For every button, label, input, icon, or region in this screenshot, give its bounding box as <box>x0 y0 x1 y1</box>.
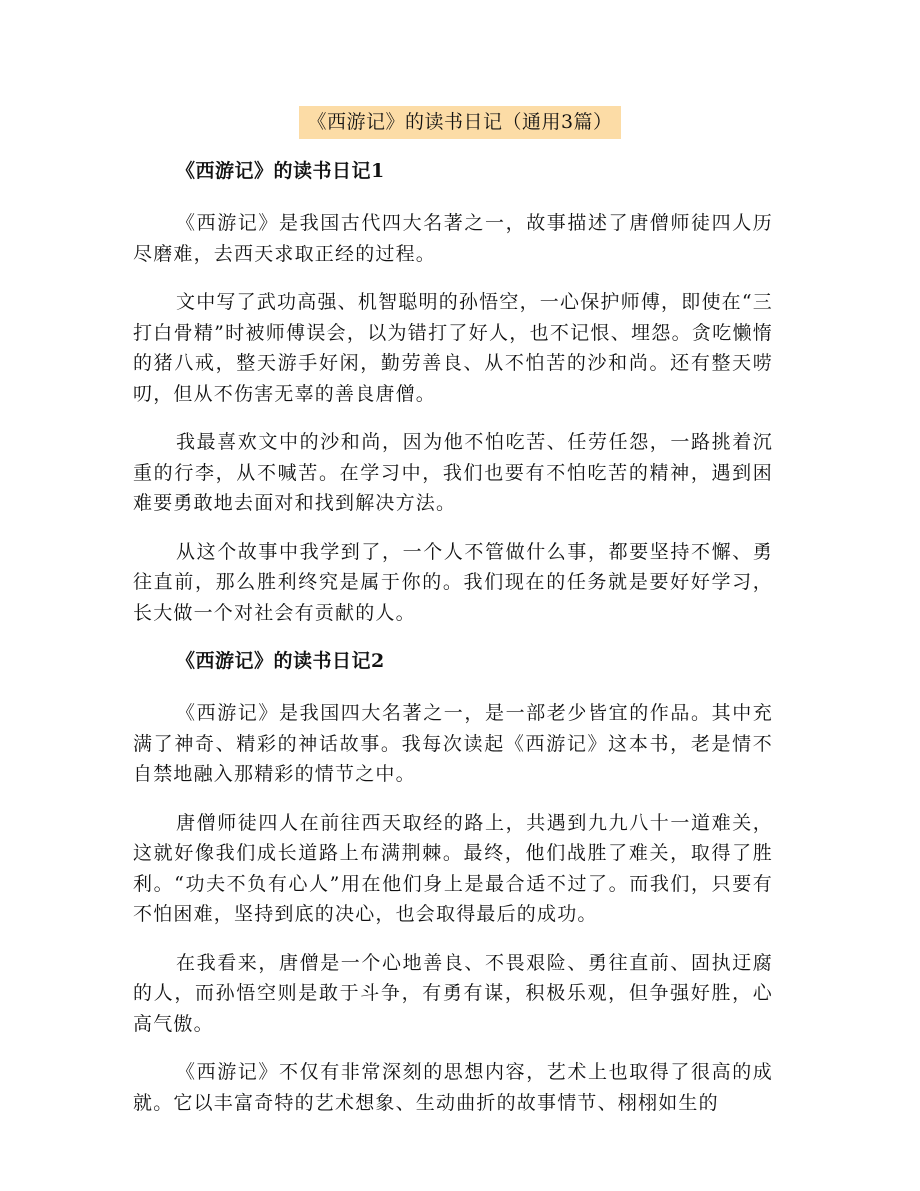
document-title: 《西游记》的读书日记（通用3篇） <box>299 106 620 139</box>
paragraph: 唐僧师徒四人在前往西天取经的路上，共遇到九九八十一道难关，这就好像我们成长道路上布满荆棘。最终，他们战胜了难关，取得了胜利。“功夫不负有心人”用在他们身上是最合适不过了。而我们，只要有不怕困难，坚持到底的决心，也会取得最后的成功。 <box>133 811 773 925</box>
paragraph: 文中写了武功高强、机智聪明的孙悟空，一心保护师傅，即使在“三打白骨精”时被师傅误会，以为错打了好人，也不记恨、埋怨。贪吃懒惰的猪八戒，整天游手好闲，勤劳善良、从不怕苦的沙和尚。还有整天唠叨，但从不伤害无辜的善良唐僧。 <box>133 291 773 405</box>
paragraph: 在我看来，唐僧是一个心地善良、不畏艰险、勇往直前、固执迂腐的人，而孙悟空则是敢于斗争，有勇有谋，积极乐观，但争强好胜，心高气傲。 <box>133 951 773 1035</box>
paragraph: 《西游记》是我国四大名著之一，是一部老少皆宜的作品。其中充满了神奇、精彩的神话故事。我每次读起《西游记》这本书，老是情不自禁地融入那精彩的情节之中。 <box>133 702 773 785</box>
paragraph: 《西游记》不仅有非常深刻的思想内容，艺术上也取得了很高的成就。它以丰富奇特的艺术想象、生动曲折的故事情节、栩栩如生的 <box>133 1061 773 1114</box>
section-heading-1: 《西游记》的读书日记1 <box>176 160 385 182</box>
title-bar <box>0 106 920 139</box>
paragraph: 《西游记》是我国古代四大名著之一，故事描述了唐僧师徒四人历尽磨难，去西天求取正经的过程。 <box>133 212 773 265</box>
paragraph: 我最喜欢文中的沙和尚，因为他不怕吃苦、任劳任怨，一路挑着沉重的行李，从不喊苦。在学习中，我们也要有不怕吃苦的精神，遇到困难要勇敢地去面对和找到解决方法。 <box>133 431 773 514</box>
section-heading-2: 《西游记》的读书日记2 <box>176 650 385 672</box>
document-body <box>133 156 773 1136</box>
paragraph: 从这个故事中我学到了，一个人不管做什么事，都要坚持不懈、勇往直前，那么胜利终究是属于你的。我们现在的任务就是要好好学习，长大做一个对社会有贡献的人。 <box>133 540 773 624</box>
